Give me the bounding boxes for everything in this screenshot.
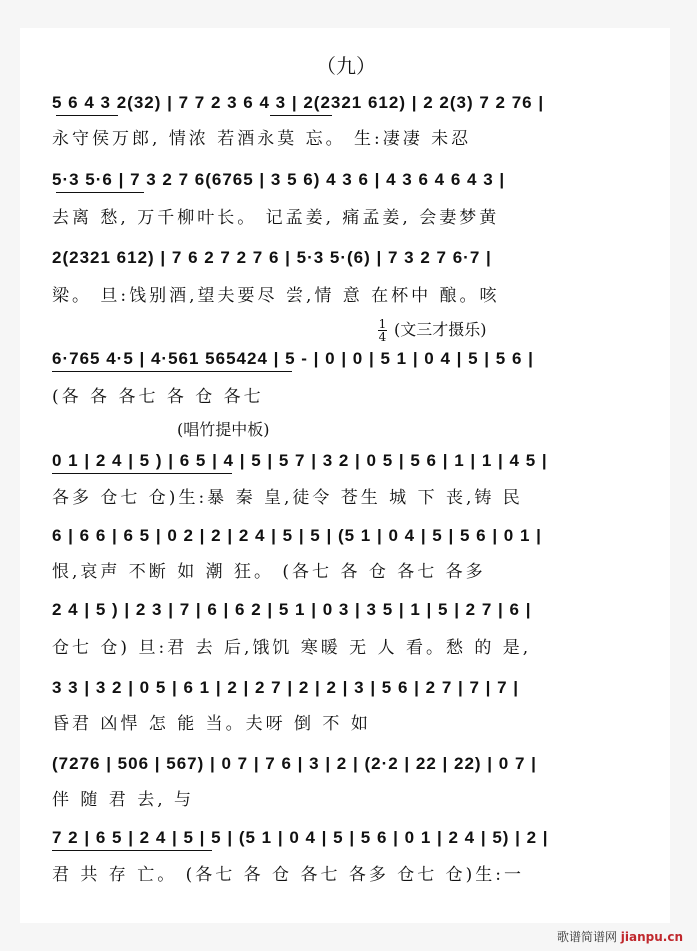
beam-line: [56, 192, 144, 193]
notation-line-7: 2 4 | 5 ) | 2 3 | 7 | 6 | 6 2 | 5 1 | 0 3 | 3 5 | 1 | 5 | 2 7 | 6 |: [52, 600, 532, 619]
notation-line-1: 5 6 4 3 2(32) | 7 7 2 3 6 4 3 | 2(2321 612) | 2 2(3) 7 2 76 |: [52, 93, 545, 112]
lyrics-line-4: (各 各 各七 各 仓 各七: [52, 387, 264, 407]
lyrics-line-8: 昏君 凶悍 怎 能 当。夫呀 倒 不 如: [52, 714, 371, 734]
notation-line-10: 7 2 | 6 5 | 2 4 | 5 | 5 | (5 1 | 0 4 | 5 | 5 6 | 0 1 | 2 4 | 5) | 2 |: [52, 828, 549, 847]
beam-line: [270, 115, 332, 116]
site-watermark: [557, 928, 683, 945]
notation-line-9: (7276 | 506 | 567) | 0 7 | 7 6 | 3 | 2 | (2·2 | 22 | 22) | 0 7 |: [52, 754, 537, 773]
lyrics-line-9: 伴 随 君 去, 与: [52, 790, 195, 810]
notation-line-5: 0 1 | 2 4 | 5 ) | 6 5 | 4 | 5 | 5 7 | 3 2 | 0 5 | 5 6 | 1 | 1 | 4 5 |: [52, 451, 548, 470]
notation-line-4: 6·765 4·5 | 4·561 565424 | 5 - | 0 | 0 | 5 1 | 0 4 | 5 | 5 6 |: [52, 349, 534, 368]
section-title: （九）: [316, 54, 376, 78]
lyrics-line-10: 君 共 存 亡。 (各七 各 仓 各七 各多 仓七 仓)生:一: [52, 865, 525, 885]
percussion-note: (文三才摄乐): [394, 320, 487, 339]
tempo-marking: (唱竹提中板): [177, 420, 270, 439]
beam-line: [52, 371, 292, 372]
beam-line: [52, 850, 212, 851]
lyrics-line-2: 去离 愁, 万千柳叶长。 记孟姜, 痛孟姜, 会妻梦黄: [52, 208, 500, 228]
watermark-url: jianpu.cn: [620, 930, 683, 944]
notation-line-8: 3 3 | 3 2 | 0 5 | 6 1 | 2 | 2 7 | 2 | 2 | 3 | 5 6 | 2 7 | 7 | 7 |: [52, 678, 520, 697]
notation-line-6: 6 | 6 6 | 6 5 | 0 2 | 2 | 2 4 | 5 | 5 | (5 1 | 0 4 | 5 | 5 6 | 0 1 |: [52, 526, 542, 545]
notation-line-3: 2(2321 612) | 7 6 2 7 2 7 6 | 5·3 5·(6) | 7 3 2 7 6·7 |: [52, 248, 492, 267]
meter-marking: [378, 318, 387, 343]
lyrics-line-5: 各多 仓七 仓)生:暴 秦 皇,徒令 苍生 城 下 丧,铸 民: [52, 488, 523, 508]
lyrics-line-7: 仓七 仓) 旦:君 去 后,饿饥 寒暖 无 人 看。愁 的 是,: [52, 638, 532, 658]
meter-bottom: 4: [378, 330, 387, 344]
lyrics-line-3: 梁。 旦:饯别酒,望夫要尽 尝,情 意 在杯中 酿。咳: [52, 286, 500, 306]
watermark-label: 歌谱简谱网: [556, 930, 617, 944]
notation-line-2: 5·3 5·6 | 7 3 2 7 6(6765 | 3 5 6) 4 3 6 | 4 3 6 4 6 4 3 |: [52, 170, 506, 189]
lyrics-line-1: 永守侯万郎, 情浓 若酒永莫 忘。 生:凄凄 未忍: [52, 129, 472, 149]
lyrics-line-6: 恨,哀声 不断 如 潮 狂。 (各七 各 仓 各七 各多: [52, 562, 486, 582]
beam-line: [52, 473, 232, 474]
beam-line: [56, 115, 118, 116]
meter-top: 1: [378, 317, 387, 331]
